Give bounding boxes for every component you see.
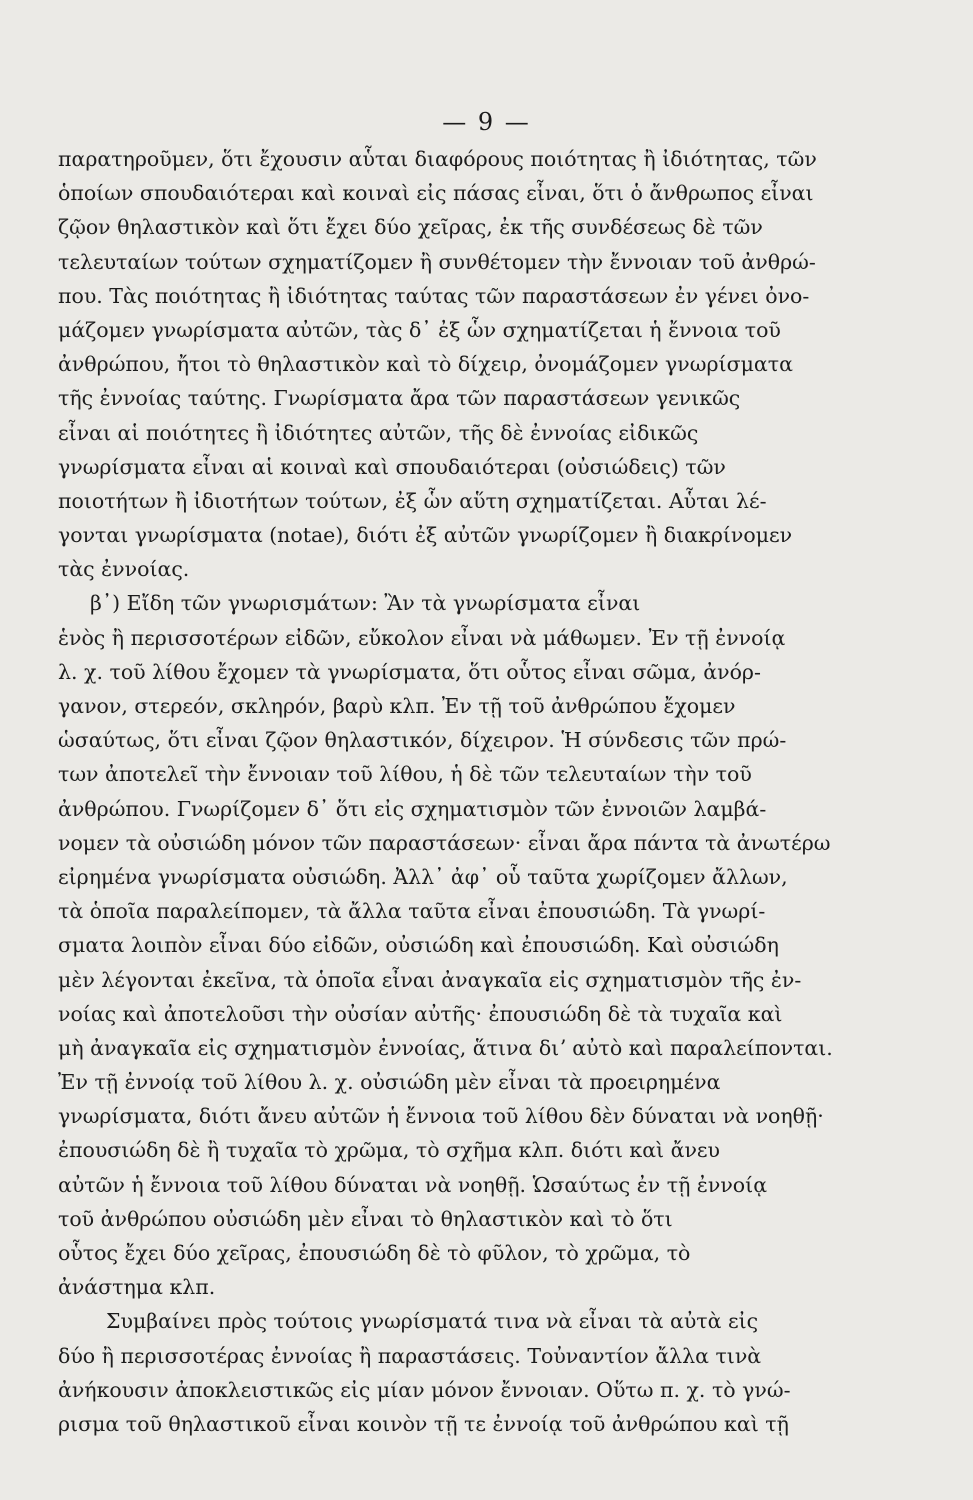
- text-line: τῆς ἐννοίας ταύτης. Γνωρίσματα ἄρα τῶν παραστάσεων γενικῶς: [58, 386, 741, 411]
- text-line: τοῦ ἀνθρώπου οὐσιώδη μὲν εἶναι τὸ θηλαστικὸν καὶ τὸ ὅτι: [58, 1206, 673, 1231]
- text-line: παρατηροῦμεν, ὅτι ἔχουσιν αὗται διαφόρους ποιότητας ἢ ἰδιότητας, τῶν: [58, 147, 817, 171]
- page-number: — 9 —: [442, 108, 531, 136]
- text-line: μάζομεν γνωρίσματα αὐτῶν, τὰς δ᾽ ἐξ ὧν σχηματίζεται ἡ ἔννοια τοῦ: [58, 317, 781, 342]
- text-line: ἑνὸς ἢ περισσοτέρων εἰδῶν, εὔκολον εἶναι νὰ μάθωμεν. Ἐν τῇ ἐννοίᾳ: [58, 625, 786, 650]
- text-line: Συμβαίνει πρὸς τούτοις γνωρίσματά τινα νὰ εἶναι τὰ αὐτὰ εἰς: [106, 1309, 759, 1334]
- text-line: ρισμα τοῦ θηλαστικοῦ εἶναι κοινὸν τῇ τε ἐννοίᾳ τοῦ ἀνθρώπου καὶ τῇ: [58, 1411, 789, 1436]
- text-line: δύο ἢ περισσοτέρας ἐννοίας ἢ παραστάσεις. Τοὐναντίον ἄλλα τινὰ: [58, 1343, 762, 1368]
- text-line: ἀνθρώπου, ἤτοι τὸ θηλαστικὸν καὶ τὸ δίχειρ, ὀνομάζομεν γνωρίσματα: [58, 352, 793, 377]
- text-line: γνωρίσματα, διότι ἄνευ αὐτῶν ἡ ἔννοια τοῦ λίθου δὲν δύναται νὰ νοηθῇ·: [58, 1104, 824, 1129]
- text-line: ἀνάστημα κλπ.: [58, 1275, 216, 1300]
- text-line: σματα λοιπὸν εἶναι δύο εἰδῶν, οὐσιώδη καὶ ἐπουσιώδη. Καὶ οὐσιώδη: [58, 933, 779, 958]
- text-line: που. Τὰς ποιότητας ἢ ἰδιότητας ταύτας τῶν παραστάσεων ἐν γένει ὀνο-: [58, 283, 810, 308]
- text-line: εἶναι αἱ ποιότητες ἢ ἰδιότητες αὐτῶν, τῆς δὲ ἐννοίας εἰδικῶς: [58, 420, 699, 445]
- text-line: των ἀποτελεῖ τὴν ἔννοιαν τοῦ λίθου, ἡ δὲ τῶν τελευταίων τὴν τοῦ: [58, 762, 752, 787]
- text-line: μὲν λέγονται ἐκεῖνα, τὰ ὁποῖα εἶναι ἀναγκαῖα εἰς σχηματισμὸν τῆς ἐν-: [58, 967, 802, 992]
- text-line: β᾽) Εἴδη τῶν γνωρισμάτων: Ἂν τὰ γνωρίσματα εἶναι: [90, 591, 641, 616]
- text-line: Ἐν τῇ ἐννοίᾳ τοῦ λίθου λ. χ. οὐσιώδη μὲν εἶναι τὰ προειρημένα: [58, 1070, 721, 1095]
- text-line: ἀνθρώπου. Γνωρίζομεν δ᾽ ὅτι εἰς σχηματισμὸν τῶν ἐννοιῶν λαμβά-: [58, 796, 767, 821]
- text-line: αὐτῶν ἡ ἔννοια τοῦ λίθου δύναται νὰ νοηθῇ. Ὡσαύτως ἐν τῇ ἐννοίᾳ: [58, 1172, 768, 1197]
- text-line: ἐπουσιώδη δὲ ἢ τυχαῖα τὸ χρῶμα, τὸ σχῆμα κλπ. διότι καὶ ἄνευ: [58, 1138, 720, 1163]
- text-line: νομεν τὰ οὐσιώδη μόνον τῶν παραστάσεων· εἶναι ἄρα πάντα τὰ ἀνωτέρω: [58, 830, 831, 855]
- text-line: γονται γνωρίσματα (notae), διότι ἐξ αὐτῶν γνωρίζομεν ἢ διακρίνομεν: [58, 523, 793, 548]
- text-line: λ. χ. τοῦ λίθου ἔχομεν τὰ γνωρίσματα, ὅτι οὗτος εἶναι σῶμα, ἀνόρ-: [58, 659, 761, 684]
- text-line: ἀνήκουσιν ἀποκλειστικῶς εἰς μίαν μόνον ἔννοιαν. Οὕτω π. χ. τὸ γνώ-: [58, 1377, 791, 1402]
- text-line: τελευταίων τούτων σχηματίζομεν ἢ συνθέτομεν τὴν ἔννοιαν τοῦ ἀνθρώ-: [58, 249, 816, 274]
- text-line: οὗτος ἔχει δύο χεῖρας, ἐπουσιώδη δὲ τὸ φῦλον, τὸ χρῶμα, τὸ: [58, 1241, 691, 1265]
- text-line: τὰς ἐννοίας.: [58, 557, 190, 582]
- body-text: [58, 142, 888, 1441]
- text-line: τὰ ὁποῖα παραλείπομεν, τὰ ἄλλα ταῦτα εἶναι ἐπουσιώδη. Τὰ γνωρί-: [58, 899, 766, 924]
- text-line: εἰρημένα γνωρίσματα οὐσιώδη. Ἀλλ᾽ ἀφ᾽ οὗ ταῦτα χωρίζομεν ἄλλων,: [58, 864, 788, 889]
- text-line: ὁποίων σπουδαιότεραι καὶ κοιναὶ εἰς πάσας εἶναι, ὅτι ὁ ἄνθρωπος εἶναι: [58, 181, 814, 206]
- text-line: νοίας καὶ ἀποτελοῦσι τὴν οὐσίαν αὐτῆς· ἐπουσιώδη δὲ τὰ τυχαῖα καὶ: [58, 1001, 783, 1026]
- text-line: ὡσαύτως, ὅτι εἶναι ζῷον θηλαστικόν, δίχειρον. Ἡ σύνδεσις τῶν πρώ-: [58, 728, 787, 753]
- text-line: γνωρίσματα εἶναι αἱ κοιναὶ καὶ σπουδαιότεραι (οὐσιώδεις) τῶν: [58, 454, 726, 479]
- text-line: μὴ ἀναγκαῖα εἰς σχηματισμὸν ἐννοίας, ἅτινα διʼ αὐτὸ καὶ παραλείπονται.: [58, 1035, 833, 1060]
- text-line: γανον, στερεόν, σκληρόν, βαρὺ κλπ. Ἐν τῇ τοῦ ἀνθρώπου ἔχομεν: [58, 694, 736, 718]
- text-line: ζῷον θηλαστικὸν καὶ ὅτι ἔχει δύο χεῖρας, ἐκ τῆς συνδέσεως δὲ τῶν: [58, 215, 763, 240]
- text-line: ποιοτήτων ἢ ἰδιοτήτων τούτων, ἐξ ὧν αὕτη σχηματίζεται. Αὗται λέ-: [58, 488, 767, 513]
